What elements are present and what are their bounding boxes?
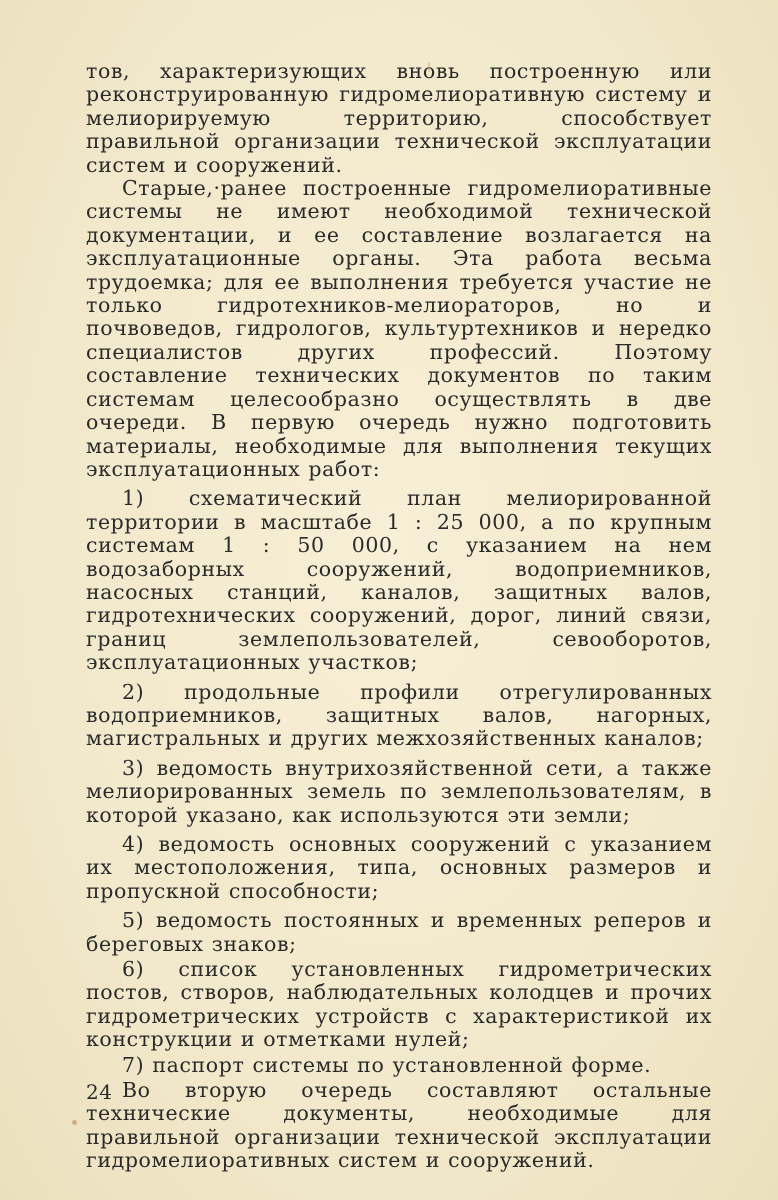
list-item-6: 6) список установленных гидрометрических постов, створов, наблюдательных колодцев и прочих гидрометрических устройств с характеристикой их конструкции и отметками нулей; — [86, 957, 712, 1052]
paper-speck — [72, 1120, 77, 1125]
list-item-4: 4) ведомость основных сооружений с указанием их местоположения, типа, основных размеров и пропускной способности; — [86, 832, 712, 903]
paper-speck — [428, 62, 430, 72]
paragraph-old-systems: Старые,·ранее построенные гидромелиоративные системы не имеют необходимой технической документации, и ее составление возлагается на эксплуатационные органы. Эта работа весьма трудоемка; для ее выполнения требуется участие не только гидротехников-мелиораторов, но и почвоведов, гидрологов, культуртехников и нередко специалистов других профессий. Поэтому составление технических документов по таким системам целесообразно осуществлять в две очереди. В первую очередь нужно подготовить материалы, необходимые для выполнения текущих эксплуатационных работ: — [86, 176, 712, 481]
list-item-5: 5) ведомость постоянных и временных реперов и береговых знаков; — [86, 908, 712, 956]
page-number: 24 — [86, 1080, 113, 1104]
list-item-3: 3) ведомость внутрихозяйственной сети, а также мелиорированных земель по землепользователям, в которой указано, как используются эти земли; — [86, 755, 712, 827]
list-item-1: 1) схематический план мелиорированной территории в масштабе 1 : 25 000, а по крупным системам 1 : 50 000, с указанием на нем водозаборных сооружений, водоприемников, насосных станций, каналов, защитных валов, гидротехнических сооружений, дорог, линий связи, границ землепользователей, севооборотов, эксплуатационных участков; — [86, 486, 712, 675]
list-item-7: 7) паспорт системы по установленной форме. — [122, 1052, 652, 1077]
paragraph-second-stage: Во вторую очередь составляют остальные технические документы, необходимые для правильной организации технической эксплуатации гидромелиоративных систем и сооружений. — [86, 1078, 712, 1173]
list-item-2: 2) продольные профили отрегулированных водоприемников, защитных валов, нагорных, магистральных и других межхозяйственных каналов; — [86, 679, 712, 751]
page-text — [86, 60, 712, 1173]
paragraph-continuation: тов, характеризующих вновь построенную или реконструированную гидромелиоративную систему и мелиорируемую территорию, способствует правильной организации технической эксплуатации систем и сооружений. — [86, 59, 712, 177]
